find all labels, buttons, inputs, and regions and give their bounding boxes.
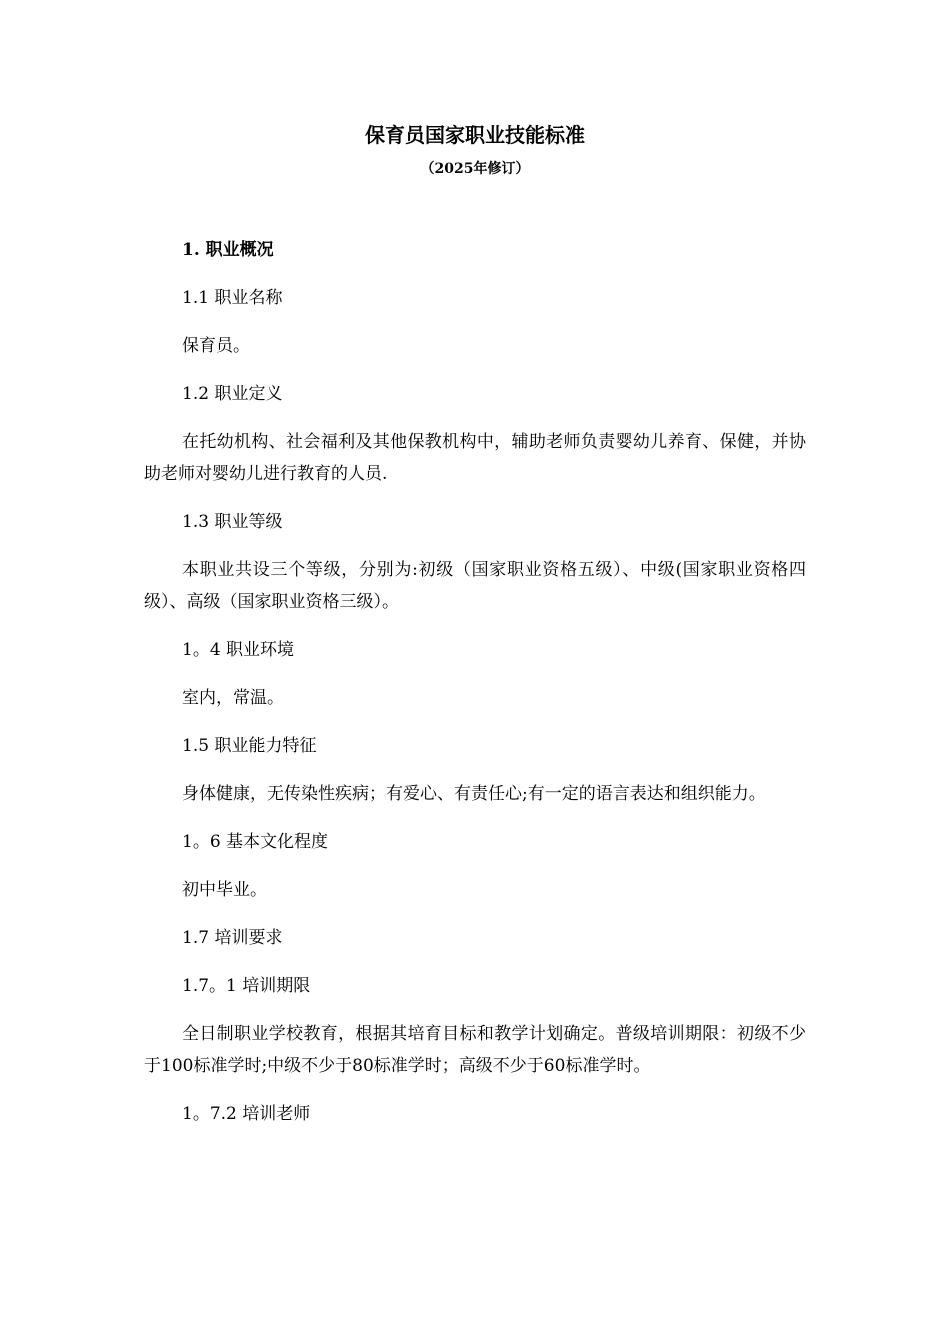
paragraph-education-level: 初中毕业。: [182, 880, 267, 900]
document-subtitle: （2025年修订）: [420, 161, 530, 177]
paragraph-occupation-definition: 在托幼机构、社会福利及其他保教机构中，辅助老师负责婴幼儿养育、保健，并协助老师对婴幼儿进行教育的人员.: [144, 432, 806, 484]
section-heading-1: 1. 职业概况: [182, 240, 274, 260]
subsection-heading-1-4: 1。4 职业环境: [182, 640, 295, 660]
paragraph-training-period: 全日制职业学校教育，根据其培育目标和教学计划确定。普级培训期限：初级不少于100标准学时;中级不少于80标准学时；高级不少于60标准学时。: [144, 1024, 806, 1076]
subsection-heading-1-1: 1.1 职业名称: [182, 288, 283, 308]
subsection-heading-1-7-1: 1.7。1 培训期限: [182, 976, 311, 996]
paragraph-ability-traits: 身体健康，无传染性疾病；有爱心、有责任心;有一定的语言表达和组织能力。: [182, 784, 766, 804]
subsection-heading-1-7: 1.7 培训要求: [182, 928, 283, 948]
paragraph-occupation-levels: 本职业共设三个等级，分别为:初级（国家职业资格五级）、中级(国家职业资格四级）、高级（国家职业资格三级）。: [144, 560, 806, 612]
subsection-heading-1-5: 1.5 职业能力特征: [182, 736, 317, 756]
subsection-heading-1-3: 1.3 职业等级: [182, 512, 283, 532]
paragraph-work-environment: 室内，常温。: [182, 688, 284, 708]
subsection-heading-1-7-2: 1。7.2 培训老师: [182, 1104, 311, 1124]
subsection-heading-1-6: 1。6 基本文化程度: [182, 832, 329, 852]
paragraph-occupation-name: 保育员。: [182, 336, 250, 356]
document-title: 保育员国家职业技能标准: [365, 123, 585, 147]
subsection-heading-1-2: 1.2 职业定义: [182, 384, 283, 404]
document-body: [144, 234, 806, 1130]
